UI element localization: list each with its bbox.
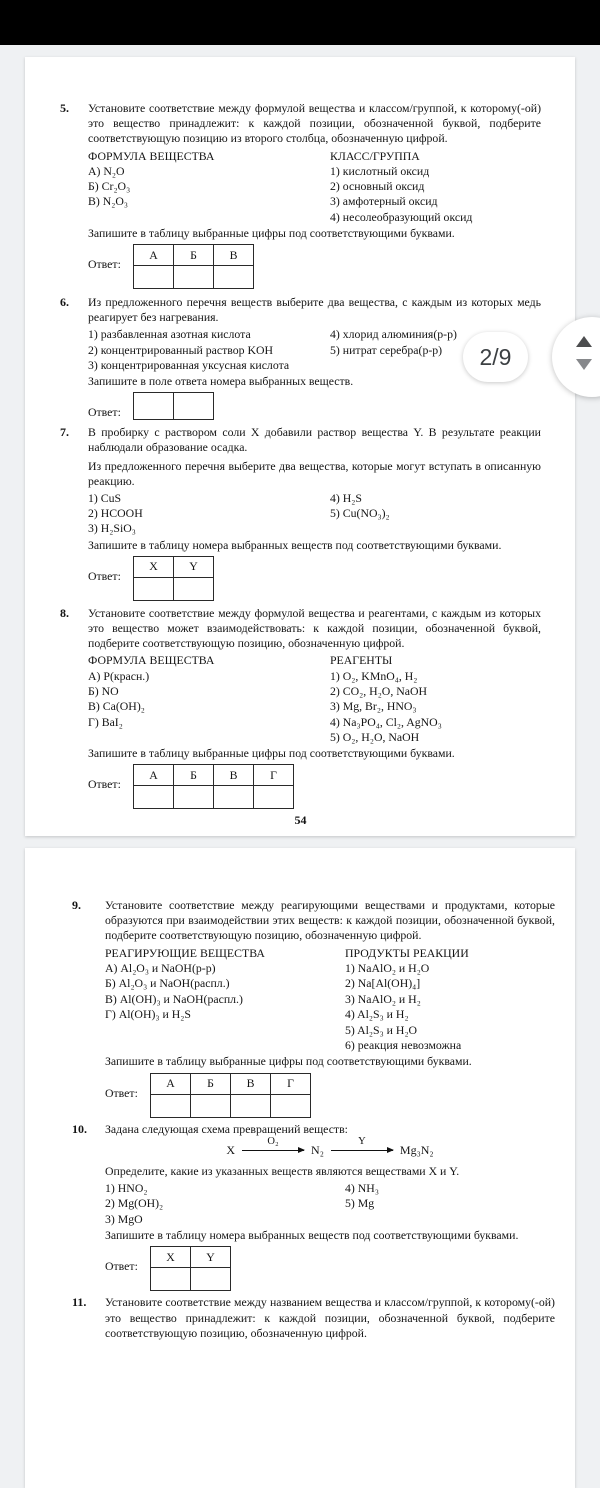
question-5 [60, 101, 541, 289]
question-11 [72, 1295, 555, 1341]
q8-answer [88, 764, 541, 809]
answer-cell [134, 577, 174, 600]
scroll-down-icon[interactable] [576, 359, 592, 370]
reaction-arrow [242, 1136, 304, 1151]
q10-choice-4: 4) NH₃ [345, 1181, 379, 1196]
q5-answer [88, 244, 541, 289]
scheme-substance-mg3n2: Mg₃N₂ [399, 1143, 434, 1158]
q9-answer [105, 1073, 555, 1118]
answer-cell [271, 1094, 311, 1117]
q8-option-b: Б) NO [88, 684, 119, 699]
answer-label: Ответ: [88, 405, 121, 420]
answer-header-cell: Г [254, 765, 294, 786]
question-10-number: 10. [72, 1121, 87, 1136]
answer-header-cell: Г [271, 1073, 311, 1094]
q6-choice-2: 2) концентрированный раствор KOH [88, 342, 274, 357]
answer-cell [174, 393, 214, 420]
question-8-number: 8. [60, 605, 69, 620]
q8-choice-1: 1) O₂, KMnO₄, H₂ [330, 668, 418, 683]
q8-left-header: ФОРМУЛА ВЕЩЕСТВА [88, 653, 215, 668]
q7-choice-4: 4) H₂S [330, 491, 362, 506]
q8-right-header: РЕАГЕНТЫ [330, 653, 393, 668]
question-5-text: Установите соответствие между формулой вещества и классом/группой, к которому(-ой) это вещество принадлежит: к каждой позиции, обозначенной буквой, подберите соответствующую позицию из второго столбца, обозначенную цифрой. [88, 101, 541, 146]
q10-choice-1: 1) HNO₂ [105, 1181, 148, 1196]
q9-choice-2: 2) Na[Al(OH)₄] [345, 976, 421, 991]
answer-cell [231, 1094, 271, 1117]
q8-option-a: А) Р(красн.) [88, 668, 150, 683]
answer-header-cell: В [231, 1073, 271, 1094]
q6-choice-5: 5) нитрат серебра(р-р) [330, 342, 443, 357]
question-6-text: Из предложенного перечня веществ выберите два вещества, с каждым из которых медь реагирует без нагревания. [88, 295, 541, 325]
answer-cell [191, 1268, 231, 1291]
q8-instruction: Запишите в таблицу выбранные цифры под соответствующими буквами. [88, 745, 455, 760]
q9-answer-table [150, 1073, 311, 1118]
q7-choice-5: 5) Cu(NO₃)₂ [330, 506, 390, 521]
q9-instruction: Запишите в таблицу выбранные цифры под соответствующими буквами. [105, 1054, 472, 1069]
q5-left-header: ФОРМУЛА ВЕЩЕСТВА [88, 148, 215, 163]
answer-cell [134, 786, 174, 809]
q6-answer [88, 392, 541, 420]
arrow-label: Y [358, 1136, 366, 1148]
question-9-text: Установите соответствие между реагирующими веществами и продуктами, которые образуются при взаимодействии этих веществ: к каждой позиции, обозначенной буквой, подберите соответствующую позицию, обозначенную цифрой. [105, 898, 555, 943]
q6-choice-4: 4) хлорид алюминия(р-р) [330, 327, 457, 342]
q9-choice-5: 5) Al₂S₃ и H₂O [345, 1022, 418, 1037]
answer-header-cell: Б [191, 1073, 231, 1094]
q8-option-g: Г) BaI₂ [88, 714, 123, 729]
answer-header-cell: В [214, 245, 254, 266]
answer-header-cell: X [134, 556, 174, 577]
question-11-number: 11. [72, 1295, 87, 1310]
reaction-arrow [331, 1136, 393, 1151]
q9-option-a: А) Al₂O₃ и NaOH(р-р) [105, 961, 216, 976]
answer-label: Ответ: [105, 1259, 138, 1274]
q9-choice-6: 6) реакция невозможна [345, 1038, 462, 1053]
q9-left-header: РЕАГИРУЮЩИЕ ВЕЩЕСТВА [105, 945, 265, 960]
answer-header-cell: А [134, 765, 174, 786]
q8-option-v: В) Ca(OH)₂ [88, 699, 145, 714]
q5-option-a: А) N₂O [88, 164, 125, 179]
q7-choice-1: 1) CuS [88, 491, 122, 506]
answer-header-cell: Б [174, 765, 214, 786]
q5-choice-1: 1) кислотный оксид [330, 164, 430, 179]
answer-label: Ответ: [88, 568, 121, 583]
answer-cell [174, 786, 214, 809]
document-page-number: 54 [294, 813, 307, 828]
q10-choice-5: 5) Mg [345, 1196, 375, 1211]
answer-header-cell: А [134, 245, 174, 266]
answer-cell [191, 1094, 231, 1117]
answer-label: Ответ: [88, 257, 121, 272]
q5-instruction: Запишите в таблицу выбранные цифры под соответствующими буквами. [88, 225, 455, 240]
question-8-text: Установите соответствие между формулой вещества и реагентами, с каждым из которых это вещество может взаимодействовать: к каждой позиции, обозначенной буквой, подберите соответствующую позицию, обозначенную цифрой. [88, 605, 541, 651]
document-page-1 [25, 57, 575, 836]
answer-label: Ответ: [105, 1085, 138, 1100]
q10-transformation-scheme [105, 1136, 555, 1163]
q5-answer-table [133, 244, 254, 289]
document-page-2 [25, 848, 575, 1488]
answer-cell [254, 786, 294, 809]
answer-cell [174, 577, 214, 600]
scheme-substance-x: X [226, 1143, 236, 1158]
q7-instruction: Запишите в таблицу номера выбранных веществ под соответствующими буквами. [88, 537, 502, 552]
q5-option-v: В) N₂O₃ [88, 194, 129, 209]
q10-choice-2: 2) Mg(OH)₂ [105, 1196, 164, 1211]
scroll-up-icon[interactable] [576, 336, 592, 347]
q9-option-b: Б) Al₂O₃ и NaOH(распл.) [105, 976, 230, 991]
question-6-number: 6. [60, 295, 69, 310]
arrow-label: O₂ [267, 1136, 279, 1148]
q10-answer [105, 1246, 555, 1291]
q7-answer [88, 556, 541, 601]
q9-choice-1: 1) NaAlO₂ и H₂O [345, 961, 430, 976]
answer-cell [134, 393, 174, 420]
q10-instruction: Запишите в таблицу номера выбранных веществ под соответствующими буквами. [105, 1228, 519, 1243]
answer-header-cell: Y [174, 556, 214, 577]
answer-cell [174, 266, 214, 289]
answer-cell [134, 266, 174, 289]
question-7 [60, 425, 541, 601]
question-8 [60, 606, 541, 809]
question-10 [72, 1122, 555, 1292]
answer-header-cell: Y [191, 1247, 231, 1268]
answer-cell [151, 1268, 191, 1291]
question-10-text: Задана следующая схема превращений веществ: [105, 1121, 348, 1136]
question-7-text-2: Из предложенного перечня выберите два вещества, которые могут вступать в описанную реакцию. [88, 458, 541, 488]
q6-choice-1: 1) разбавленная азотная кислота [88, 327, 251, 342]
q10-answer-table [150, 1246, 231, 1291]
q7-choice-3: 3) H₂SiO₃ [88, 521, 136, 536]
q7-answer-table [133, 556, 214, 601]
answer-label: Ответ: [88, 777, 121, 792]
q8-choice-2: 2) CO₂, H₂O, NaOH [330, 684, 428, 699]
q6-choice-3: 3) концентрированная уксусная кислота [88, 357, 290, 372]
q5-choice-4: 4) несолеобразующий оксид [330, 209, 473, 224]
q7-choice-2: 2) HCOOH [88, 506, 143, 521]
q8-choice-3: 3) Mg, Br₂, HNO₃ [330, 699, 417, 714]
page-indicator-pill [463, 332, 528, 382]
question-10-text-2: Определите, какие из указанных веществ являются веществами X и Y. [105, 1163, 460, 1178]
scheme-substance-n2: N₂ [311, 1143, 324, 1158]
q10-choice-3: 3) MgO [105, 1211, 143, 1226]
q9-right-header: ПРОДУКТЫ РЕАКЦИИ [345, 945, 469, 960]
q5-choice-3: 3) амфотерный оксид [330, 194, 438, 209]
q9-option-g: Г) Al(OH)₃ и H₂S [105, 1007, 191, 1022]
q6-instruction: Запишите в поле ответа номера выбранных веществ. [88, 374, 354, 389]
status-bar [0, 0, 600, 45]
q8-choice-5: 5) O₂, H₂O, NaOH [330, 729, 420, 744]
answer-cell [151, 1094, 191, 1117]
answer-header-cell: X [151, 1247, 191, 1268]
q5-right-header: КЛАСС/ГРУППА [330, 148, 420, 163]
answer-header-cell: В [214, 765, 254, 786]
q6-answer-box [133, 392, 214, 420]
question-5-number: 5. [60, 101, 69, 115]
answer-header-cell: А [151, 1073, 191, 1094]
answer-cell [214, 786, 254, 809]
q8-choice-4: 4) Na₃PO₄, Cl₂, AgNO₃ [330, 714, 442, 729]
q5-option-b: Б) Cr₂O₃ [88, 179, 131, 194]
answer-cell [214, 266, 254, 289]
page-indicator-text: 2/9 [479, 343, 512, 370]
q9-option-v: В) Al(OH)₃ и NaOH(распл.) [105, 991, 243, 1006]
question-11-text: Установите соответствие между названием вещества и классом/группой, к которому(-ой) это вещество принадлежит: к каждой позиции, обозначенной буквой, подберите соответствующую позицию, обозначенную цифрой. [105, 1295, 555, 1340]
q8-answer-table [133, 764, 294, 809]
q5-choice-2: 2) основный оксид [330, 179, 425, 194]
question-7-number: 7. [60, 425, 69, 440]
q9-choice-3: 3) NaAlO₂ и H₂ [345, 991, 421, 1006]
question-7-text-1: В пробирку с раствором соли X добавили раствор вещества Y. В результате реакции наблюдали образование осадка. [88, 425, 541, 455]
question-9 [72, 898, 555, 1118]
question-9-number: 9. [72, 898, 81, 912]
answer-header-cell: Б [174, 245, 214, 266]
q9-choice-4: 4) Al₂S₃ и H₂ [345, 1007, 409, 1022]
